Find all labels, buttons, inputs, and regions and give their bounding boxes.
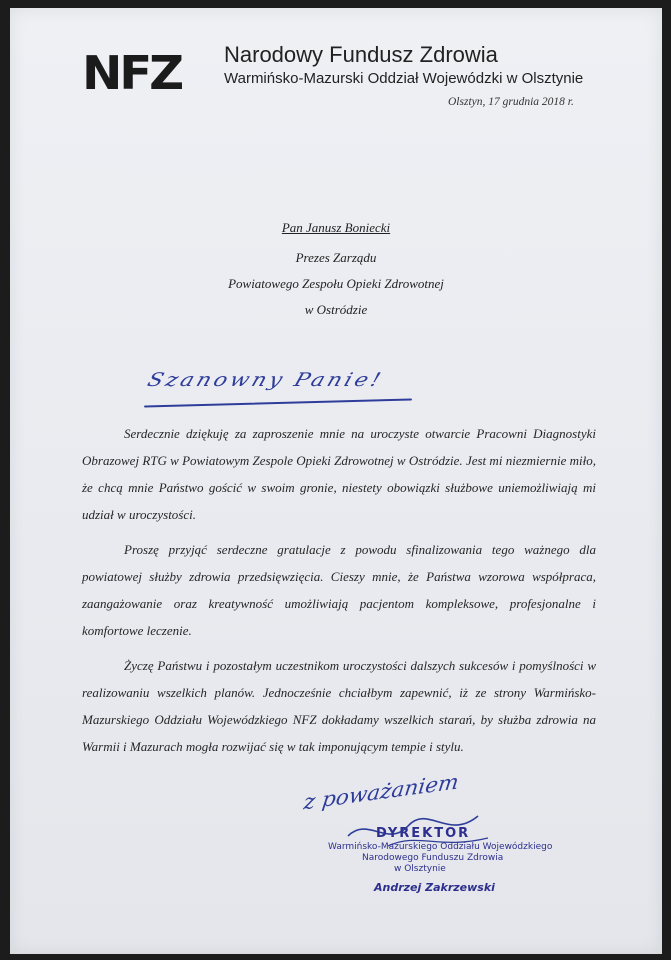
salutation-underline [144,398,412,407]
letter-page [10,8,662,954]
handwritten-closing: z poważaniem [302,769,461,815]
stamp-title: DYREKTOR [376,826,471,841]
org-branch: Warmińsko-Mazurski Oddział Wojewódzki w Olsztynie [224,70,584,87]
body-paragraph-3: Życzę Państwu i pozostałym uczestnikom uroczystości dalszych sukcesów i pomyślności w realizowaniu wszelkich planów. Jednocześnie chciałbym zapewnić, iż ze strony Warmińsko-Mazurskiego Oddziału Wojewódzkiego NFZ dokładamy wszelkich starań, by służba zdrowia na Warmii i Mazurach mogła rozwijać się w tak imponującym tempie i stylu. [82,658,596,754]
stamp-line-1: Warmińsko-Mazurskiego Oddziału Wojewódzkiego [328,842,553,852]
handwritten-salutation: Szanowny Panie! [144,369,387,392]
recipient-city: w Ostródzie [304,302,368,317]
recipient-title: Prezes Zarządu [295,250,377,265]
letter-body [82,420,596,768]
body-paragraph-2: Proszę przyjąć serdeczne gratulacje z powodu sfinalizowania tego ważnego dla powiatowej służby zdrowia przedsięwzięcia. Cieszy mnie, że Państwa wzorowa współpraca, zaangażowanie oraz kreatywność umożliwiają pacjentom kompleksowe, profesjonalne i komfortowe leczenie. [82,542,596,638]
org-name: Narodowy Fundusz Zdrowia [224,42,498,67]
letter-date: Olsztyn, 17 grudnia 2018 r. [448,96,574,108]
stamp-line-3: w Olsztynie [394,864,446,874]
body-paragraph-1: Serdecznie dziękuję za zaproszenie mnie na uroczyste otwarcie Pracowni Diagnostyki Obrazowej RTG w Powiatowym Zespole Opieki Zdrowotnej w Ostródzie. Jest mi niezmiernie miło, że chcą mnie Państwo gościć w swoim gronie, niestety obowiązki służbowe uniemożliwiają mi udział w uroczystości. [82,426,596,522]
stamp-line-2: Narodowego Funduszu Zdrowia [362,853,504,863]
nfz-logo: NFZ [82,46,181,100]
stamp-name: Andrzej Zakrzewski [374,881,495,894]
recipient-name: Pan Janusz Boniecki [281,220,391,235]
recipient-institution: Powiatowego Zespołu Opieki Zdrowotnej [228,276,444,291]
